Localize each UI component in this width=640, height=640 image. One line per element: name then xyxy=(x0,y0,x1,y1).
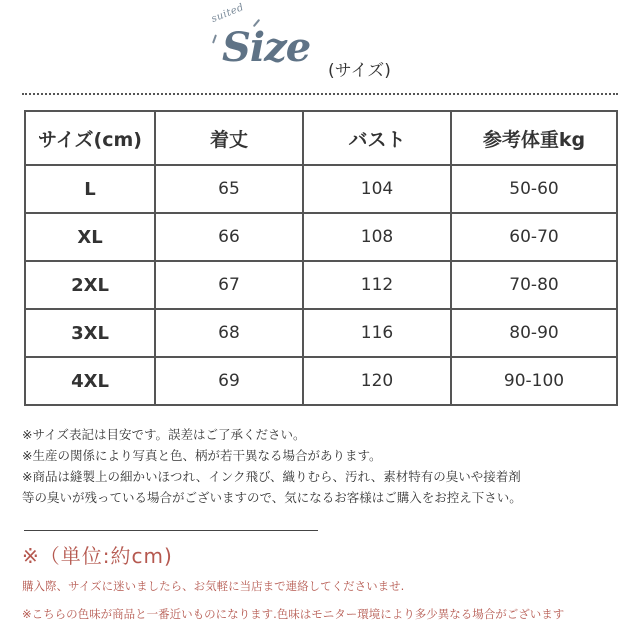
weight-cell: 60-70 xyxy=(451,213,617,261)
bust-cell: 116 xyxy=(303,309,451,357)
section-divider xyxy=(24,530,318,531)
table-row xyxy=(25,261,617,309)
bust-cell: 112 xyxy=(303,261,451,309)
footer-note-contact: 購入際、サイズに迷いましたら、お気軽に当店まで連絡してくださいませ. xyxy=(22,579,405,593)
size-subtitle: (サイズ) xyxy=(328,61,391,81)
dotted-divider xyxy=(22,93,618,95)
note-line: 等の臭いが残っている場合がございますので、気になるお客様はご購入をお控え下さい。 xyxy=(22,490,522,505)
weight-cell: 90-100 xyxy=(451,357,617,405)
notes xyxy=(22,424,522,508)
length-cell: 69 xyxy=(155,357,303,405)
size-title: Size xyxy=(222,24,311,71)
weight-cell: 70-80 xyxy=(451,261,617,309)
column-header: 参考体重kg xyxy=(451,111,617,165)
table-row xyxy=(25,165,617,213)
column-header: サイズ(cm) xyxy=(25,111,155,165)
size-cell: 3XL xyxy=(25,309,155,357)
table-row xyxy=(25,309,617,357)
note-line: ※サイズ表記は目安です。誤差はご了承ください。 xyxy=(22,427,306,442)
size-cell: 4XL xyxy=(25,357,155,405)
bust-cell: 108 xyxy=(303,213,451,261)
header xyxy=(0,0,640,90)
length-cell: 68 xyxy=(155,309,303,357)
weight-cell: 50-60 xyxy=(451,165,617,213)
table-row xyxy=(25,213,617,261)
weight-cell: 80-90 xyxy=(451,309,617,357)
column-header: バスト xyxy=(303,111,451,165)
note-line: ※商品は縫製上の細かいほつれ、インク飛び、織りむら、汚れ、素材特有の臭いや接着剤 xyxy=(22,469,521,484)
size-cell: L xyxy=(25,165,155,213)
bust-cell: 104 xyxy=(303,165,451,213)
footer-note-color: ※こちらの色味が商品と一番近いものになります.色味はモニター環境により多少異なる場合がございます xyxy=(22,607,565,621)
decor-dash-1 xyxy=(212,34,217,43)
note-line: ※生産の関係により写真と色、柄が若干異なる場合があります。 xyxy=(22,448,382,463)
suited-badge: suited xyxy=(209,2,246,26)
table-row xyxy=(25,357,617,405)
length-cell: 67 xyxy=(155,261,303,309)
length-cell: 65 xyxy=(155,165,303,213)
bust-cell: 120 xyxy=(303,357,451,405)
size-cell: 2XL xyxy=(25,261,155,309)
length-cell: 66 xyxy=(155,213,303,261)
column-header: 着丈 xyxy=(155,111,303,165)
size-table xyxy=(24,110,618,406)
unit-note: ※（単位:約cm) xyxy=(22,544,173,568)
table-header-row xyxy=(25,111,617,165)
size-cell: XL xyxy=(25,213,155,261)
